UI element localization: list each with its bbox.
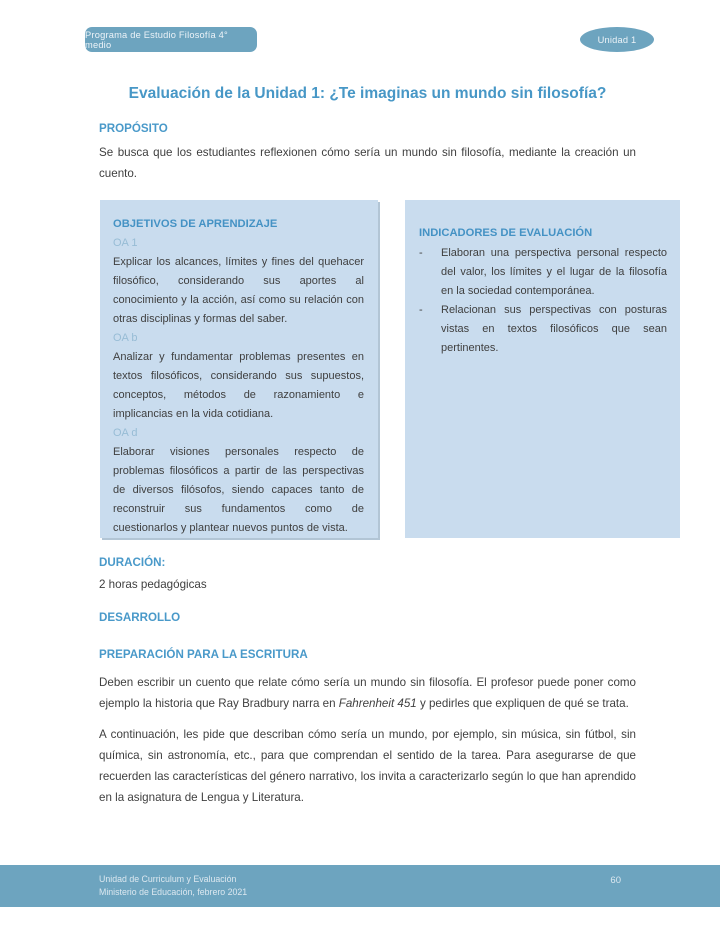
indicators-box: [405, 200, 680, 538]
para1-text-before: Deben escribir un cuento que relate cómo sería un mundo sin filosofía. El profesor puede poner como ejemplo la historia que Ray Bradbury narra en: [99, 676, 636, 710]
proposito-heading: PROPÓSITO: [99, 122, 168, 135]
page-title: Evaluación de la Unidad 1: ¿Te imaginas un mundo sin filosofía?: [128, 85, 607, 102]
unit-badge: [580, 27, 654, 52]
duracion-section: [99, 556, 636, 595]
footer-org-line2: Ministerio de Educación, febrero 2021: [99, 887, 248, 897]
oa-item-text: Elaborar visiones personales respecto de problemas filosóficos a partir de las perspectivas de diversos filósofos, siendo capaces tanto de reconstruir sus fundamentos como de cuestionarlos y plantear nuevos puntos de vista.: [113, 446, 364, 534]
oa-item-text: Explicar los alcances, límites y fines del quehacer filosófico, considerando sus aportes al conocimiento y la acción, así como su relación con otras disciplinas y formas del saber.: [113, 256, 364, 325]
oa-item-label: OA d: [113, 427, 138, 439]
unit-badge-label: Unidad 1: [597, 34, 637, 45]
oa-item-label: OA 1: [113, 237, 138, 249]
program-badge: [85, 27, 257, 52]
program-badge-label: Programa de Estudio Filosofía 4° medio: [85, 29, 228, 50]
para1-text-after: y pedirles que expliquen de qué se trata.: [416, 697, 629, 710]
objectives-heading: OBJETIVOS DE APRENDIZAJE: [113, 218, 278, 230]
indicators-list: [419, 244, 667, 358]
indicators-heading: INDICADORES DE EVALUACIÓN: [419, 227, 593, 239]
proposito-body: Se busca que los estudiantes reflexionen cómo sería un mundo sin filosofía, mediante la creación un cuento.: [99, 146, 636, 180]
preparacion-heading: PREPARACIÓN PARA LA ESCRITURA: [99, 648, 308, 661]
preparacion-para-1: [99, 672, 636, 714]
oa-item-text: Analizar y fundamentar problemas presentes en textos filosóficos, considerando sus supuestos, conceptos, métodos de razonamiento e implicancias en la vida cotidiana.: [113, 351, 364, 420]
indicator-text: Elaboran una perspectiva personal respecto del valor, los límites y el lugar de la filosofía en la sociedad contemporánea.: [441, 247, 667, 297]
indicator-item: [419, 301, 667, 358]
dash-bullet-marker: -: [419, 304, 423, 316]
indicator-text: Relacionan sus perspectivas con posturas vistas en textos filosóficos que sean pertinentes.: [441, 304, 667, 354]
book-title-italic: Fahrenheit 451: [338, 697, 417, 710]
footer-org-line1: Unidad de Curriculum y Evaluación: [99, 874, 237, 884]
objectives-box: [100, 200, 378, 538]
proposito-section: [99, 122, 636, 184]
indicator-item: [419, 244, 667, 301]
desarrollo-section: [99, 611, 636, 624]
footer-bar: [0, 865, 720, 907]
page-number: 60: [610, 875, 621, 886]
preparacion-section: [99, 648, 636, 818]
duracion-heading: DURACIÓN:: [99, 556, 166, 569]
oa-item-label: OA b: [113, 332, 138, 344]
duracion-body: 2 horas pedagógicas: [99, 578, 207, 591]
dash-bullet-marker: -: [419, 247, 423, 259]
info-boxes-row: [100, 200, 680, 538]
preparacion-para-2: A continuación, les pide que describan cómo sería un mundo, por ejemplo, sin música, sin fútbol, sin química, sin astronomía, etc., para que comprendan el sentido de la tarea. Para asegurarse de que recuerden las características del género narrativo, los invita a caracterizarlo según lo que han aprendido en la asignatura de Lengua y Literatura.: [99, 728, 636, 804]
desarrollo-heading: DESARROLLO: [99, 611, 181, 624]
